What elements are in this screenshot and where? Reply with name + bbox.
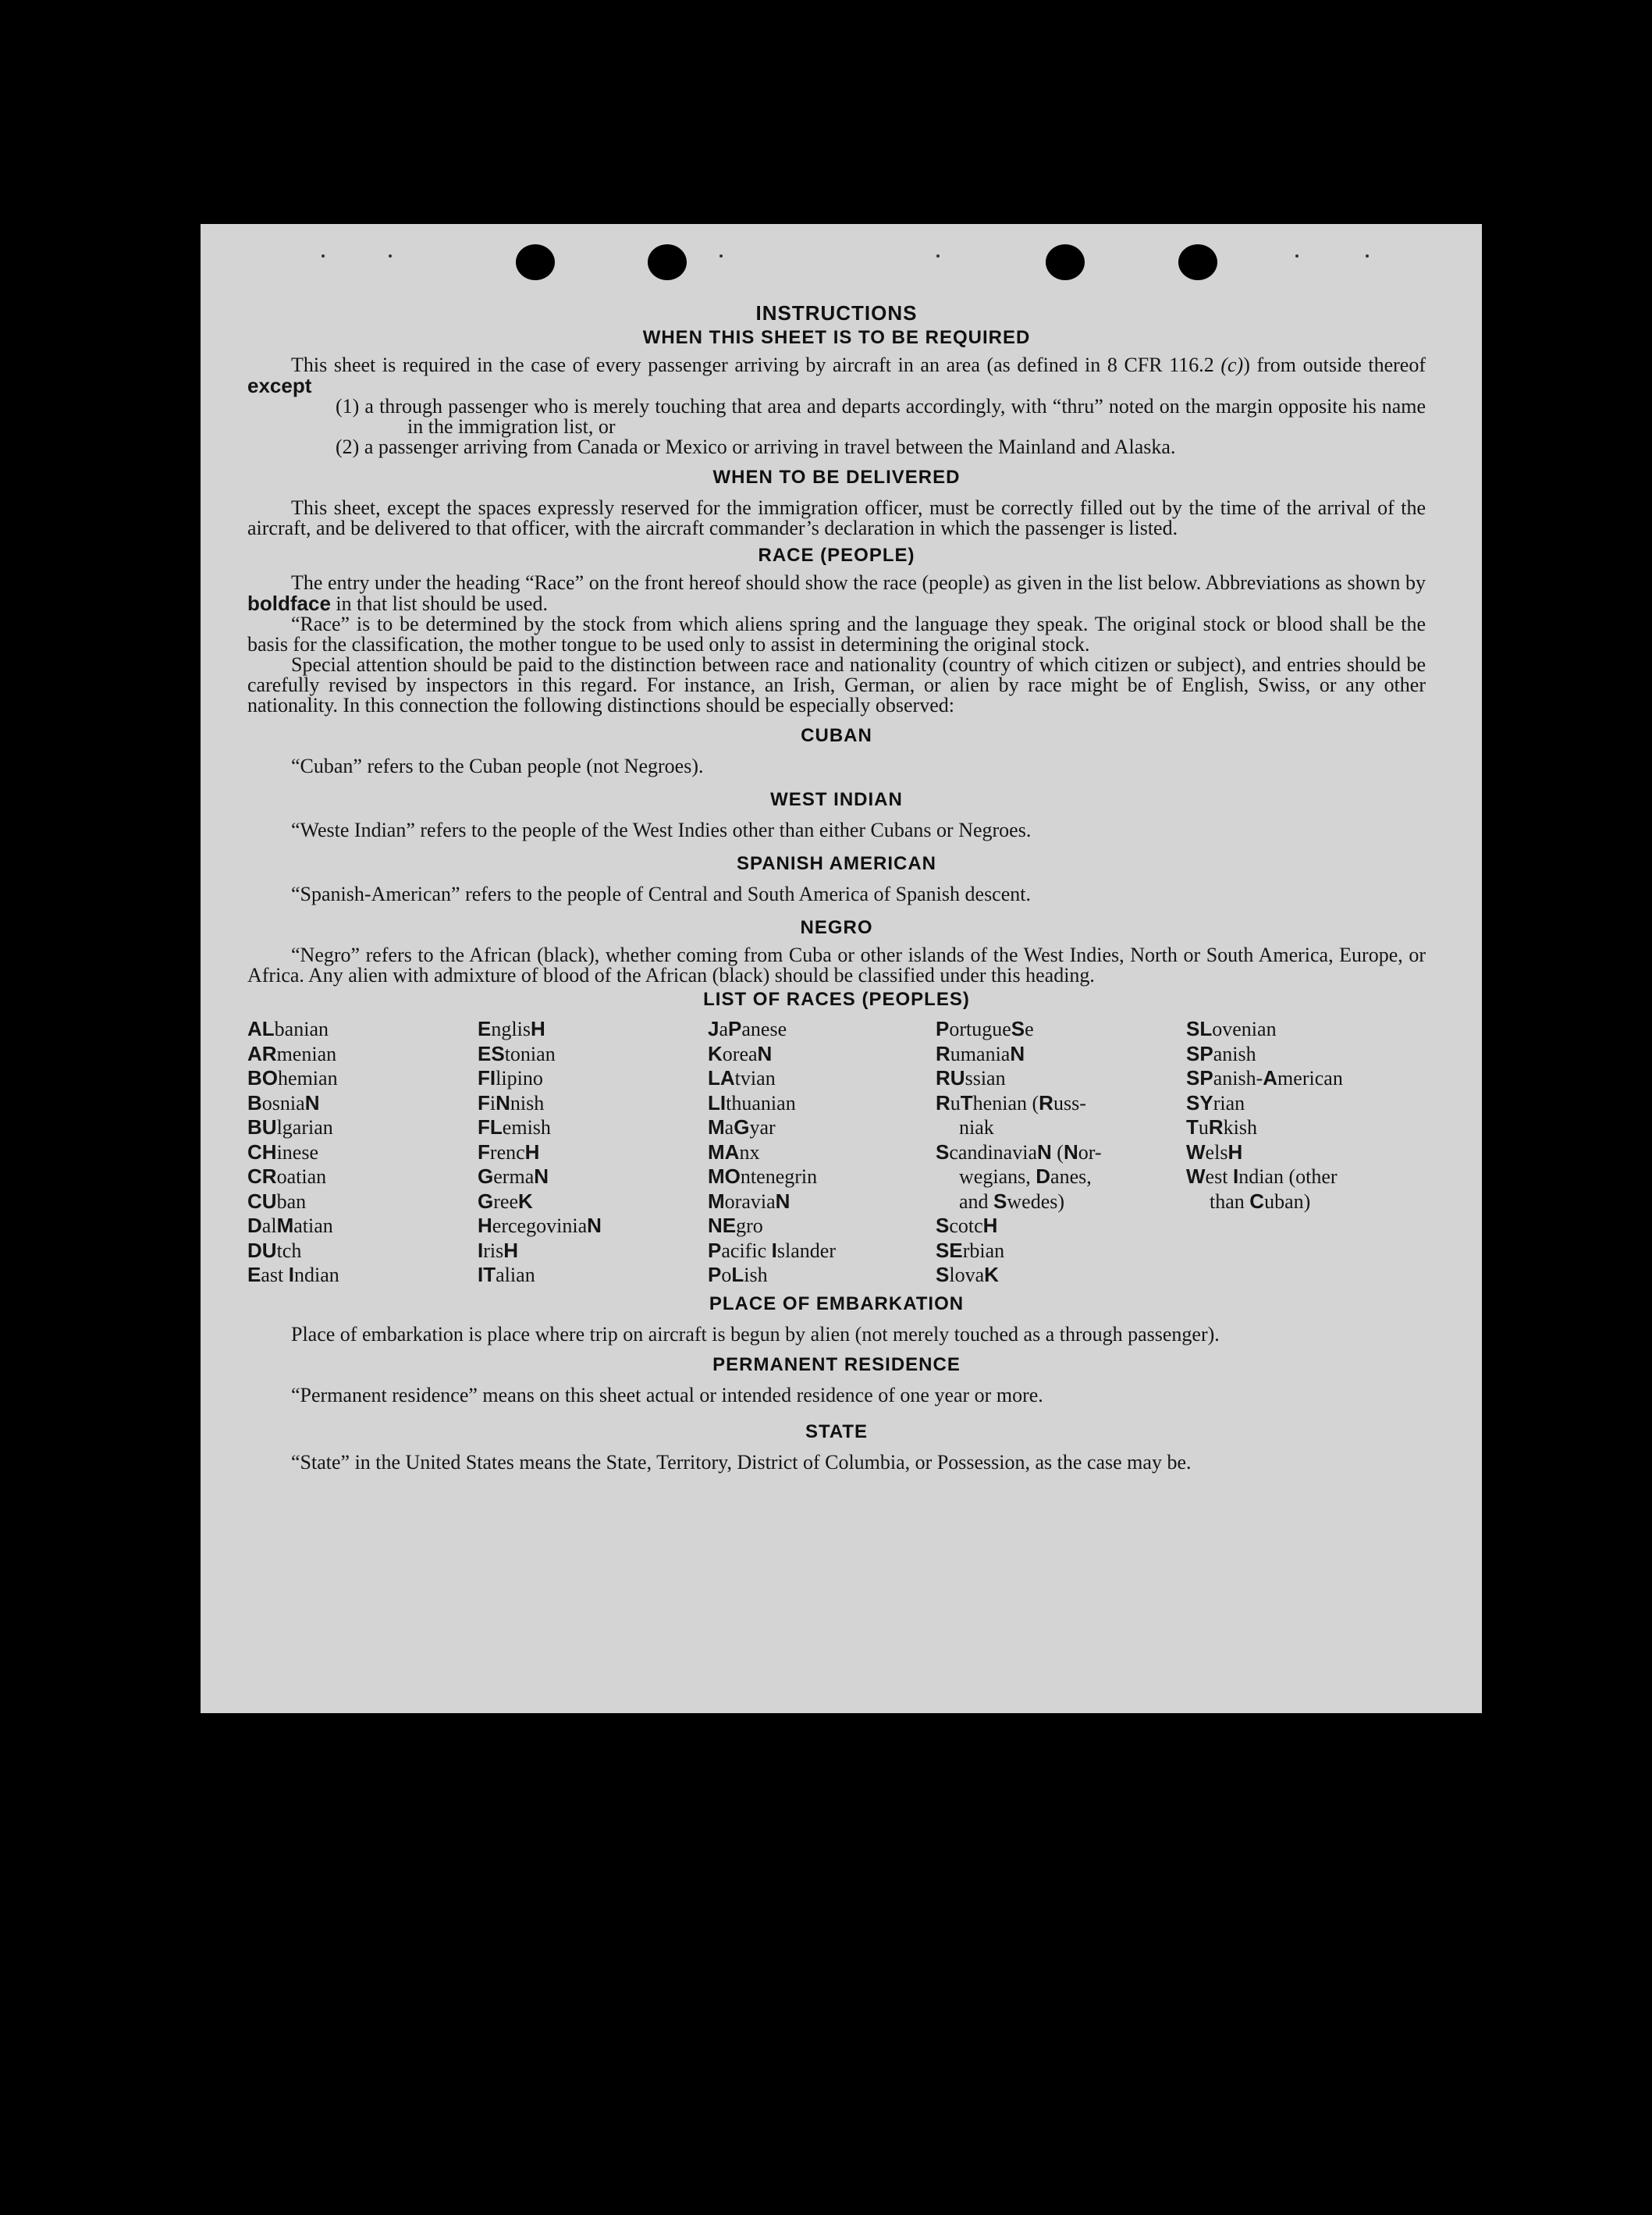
race-entry: RUssian	[936, 1066, 1006, 1090]
race-entry: HercegoviniaN	[478, 1214, 602, 1237]
race-column-3	[708, 1017, 836, 1288]
race-entry: EnglisH	[478, 1017, 545, 1040]
punch-hole	[648, 244, 687, 280]
race-entry: DalMatian	[247, 1214, 333, 1237]
race-entry: JaPanese	[708, 1017, 787, 1040]
race-entry: PortugueSe	[936, 1017, 1034, 1040]
race-entry: KoreaN	[708, 1041, 773, 1065]
punch-hole	[1178, 244, 1217, 280]
race-entry: SPanish	[1186, 1041, 1256, 1065]
paper-speck	[719, 254, 723, 258]
race-entry: FiNnish	[478, 1090, 545, 1115]
race-entry: DUtch	[247, 1238, 302, 1262]
when-required-item-1: (1) a through passenger who is merely touching that area and departs accordingly, with “thru” noted on the margin opposite his name in the immigration list, or	[336, 395, 1426, 438]
race-column-2	[478, 1017, 602, 1288]
race-entry: NEgro	[708, 1214, 763, 1237]
race-entry: CHinese	[247, 1139, 319, 1164]
heading-instructions: INSTRUCTIONS	[755, 301, 918, 325]
punch-hole	[516, 244, 555, 280]
heading-list-of-races: LIST OF RACES (PEOPLES)	[703, 989, 970, 1010]
race-entry: MaGyar	[708, 1115, 776, 1139]
race-paragraph-3: Special attention should be paid to the distinction between race and nationality (country of which citizen or subject), and entries should be carefully revised by inspectors in this regard. For instance, an Irish, German, or alien by race might be of English, Swiss, or any other nationality. In this connection the following distinctions should be especially observed:	[247, 653, 1426, 716]
heading-place-of-embarkation: PLACE OF EMBARKATION	[709, 1293, 965, 1314]
heading-state: STATE	[805, 1421, 869, 1442]
race-entry: BosniaN	[247, 1090, 320, 1115]
race-entry: MoraviaN	[708, 1189, 790, 1213]
race-column-4	[936, 1017, 1102, 1288]
race-entry: IrisH	[478, 1238, 519, 1262]
race-column-5	[1186, 1017, 1343, 1214]
race-entry: FrencH	[478, 1139, 540, 1164]
heading-when-required: WHEN THIS SHEET IS TO BE REQUIRED	[642, 327, 1031, 348]
race-entry: Pacific Islander	[708, 1238, 836, 1262]
race-entry: than Cuban)	[1210, 1189, 1311, 1213]
race-list	[247, 1017, 1426, 1284]
negro-text: “Negro” refers to the African (black), whether coming from Cuba or other islands of the West Indies, North or South America, Europe, or Africa. Any alien with admixture of blood of the African (black) should be classified under this heading.	[247, 944, 1426, 987]
race-entry: RuThenian (Russ-	[936, 1090, 1086, 1115]
heading-spanish-american: SPANISH AMERICAN	[736, 853, 936, 874]
race-entry: WelsH	[1186, 1139, 1243, 1164]
race-entry: SPanish-American	[1186, 1066, 1343, 1090]
race-entry: RumaniaN	[936, 1041, 1025, 1065]
race-entry: CRoatian	[247, 1164, 327, 1188]
instruction-sheet	[201, 224, 1482, 1713]
race-entry: BUlgarian	[247, 1115, 333, 1139]
race-entry: ALbanian	[247, 1017, 329, 1040]
race-entry: LAtvian	[708, 1066, 776, 1090]
race-entry: BOhemian	[247, 1066, 338, 1090]
race-entry: FIlipino	[478, 1066, 543, 1090]
spanish-american-text: “Spanish-American” refers to the people of Central and South America of Spanish descent.	[291, 883, 1031, 905]
race-entry: EStonian	[478, 1041, 556, 1065]
race-column-1	[247, 1017, 339, 1288]
race-paragraph-2: “Race” is to be determined by the stock from which aliens spring and the language they speak. The original stock or blood shall be the basis for the classification, the mother tongue to be used only to assist in determining the original stock.	[247, 613, 1426, 656]
heading-when-delivered: WHEN TO BE DELIVERED	[712, 467, 961, 488]
paper-speck	[936, 254, 940, 258]
race-entry: PoLish	[708, 1263, 768, 1286]
paper-speck	[1295, 254, 1299, 258]
heading-cuban: CUBAN	[801, 725, 872, 746]
race-entry: wegians, Danes,	[959, 1164, 1092, 1188]
race-entry: niak	[959, 1116, 994, 1139]
race-entry: West Indian (other	[1186, 1164, 1338, 1188]
race-entry: and Swedes)	[959, 1189, 1065, 1213]
race-entry: SYrian	[1186, 1090, 1245, 1115]
race-entry: ScotcH	[936, 1214, 998, 1237]
heading-race: RACE (PEOPLE)	[758, 545, 915, 566]
west-indian-text: “Weste Indian” refers to the people of the West Indies other than either Cubans or Negroes.	[291, 819, 1032, 841]
race-entry: GermaN	[478, 1164, 549, 1188]
race-entry: ScandinaviaN (Nor-	[936, 1139, 1102, 1164]
race-entry: LIthuanian	[708, 1090, 796, 1115]
race-entry: MOntenegrin	[708, 1164, 818, 1188]
heading-negro: NEGRO	[800, 917, 873, 938]
cuban-text: “Cuban” refers to the Cuban people (not Negroes).	[291, 755, 704, 777]
state-text: “State” in the United States means the State, Territory, District of Columbia, or Possession, as the case may be.	[291, 1451, 1192, 1474]
race-entry: SErbian	[936, 1238, 1005, 1262]
race-entry: SlovaK	[936, 1263, 999, 1286]
paper-speck	[389, 254, 392, 258]
punch-hole	[1046, 244, 1085, 280]
race-entry: SLovenian	[1186, 1017, 1277, 1040]
permanent-residence-text: “Permanent residence” means on this sheet actual or intended residence of one year or more.	[291, 1384, 1043, 1406]
race-entry: CUban	[247, 1189, 307, 1213]
sheet-content	[247, 302, 1426, 1473]
paper-speck	[1366, 254, 1369, 258]
race-entry: ARmenian	[247, 1041, 337, 1065]
heading-west-indian: WEST INDIAN	[770, 789, 903, 810]
when-required-intro: This sheet is required in the case of every passenger arriving by aircraft in an area (as defined in 8 CFR 116.2 (c)) from outside thereof except	[247, 354, 1426, 397]
race-entry: TuRkish	[1186, 1115, 1258, 1139]
heading-permanent-residence: PERMANENT RESIDENCE	[712, 1354, 961, 1375]
race-paragraph-1: The entry under the heading “Race” on the front hereof should show the race (people) as given in the list below. Abbreviations as shown by boldface in that list should be used.	[247, 571, 1426, 615]
when-required-item-2: (2) a passenger arriving from Canada or Mexico or arriving in travel between the Mainland and Alaska.	[336, 436, 1176, 458]
race-entry: East Indian	[247, 1263, 339, 1286]
race-entry: ITalian	[478, 1263, 535, 1286]
place-of-embarkation-text: Place of embarkation is place where trip on aircraft is begun by alien (not merely touched as a through passenger).	[291, 1323, 1220, 1346]
paper-speck	[322, 254, 325, 258]
race-entry: MAnx	[708, 1139, 760, 1164]
race-entry: FLemish	[478, 1115, 551, 1139]
when-delivered-text: This sheet, except the spaces expressly reserved for the immigration officer, must be correctly filled out by the time of the arrival of the aircraft, and be delivered to that officer, with the aircraft commander’s declaration in which the passenger is listed.	[247, 496, 1426, 539]
race-entry: GreeK	[478, 1189, 533, 1213]
